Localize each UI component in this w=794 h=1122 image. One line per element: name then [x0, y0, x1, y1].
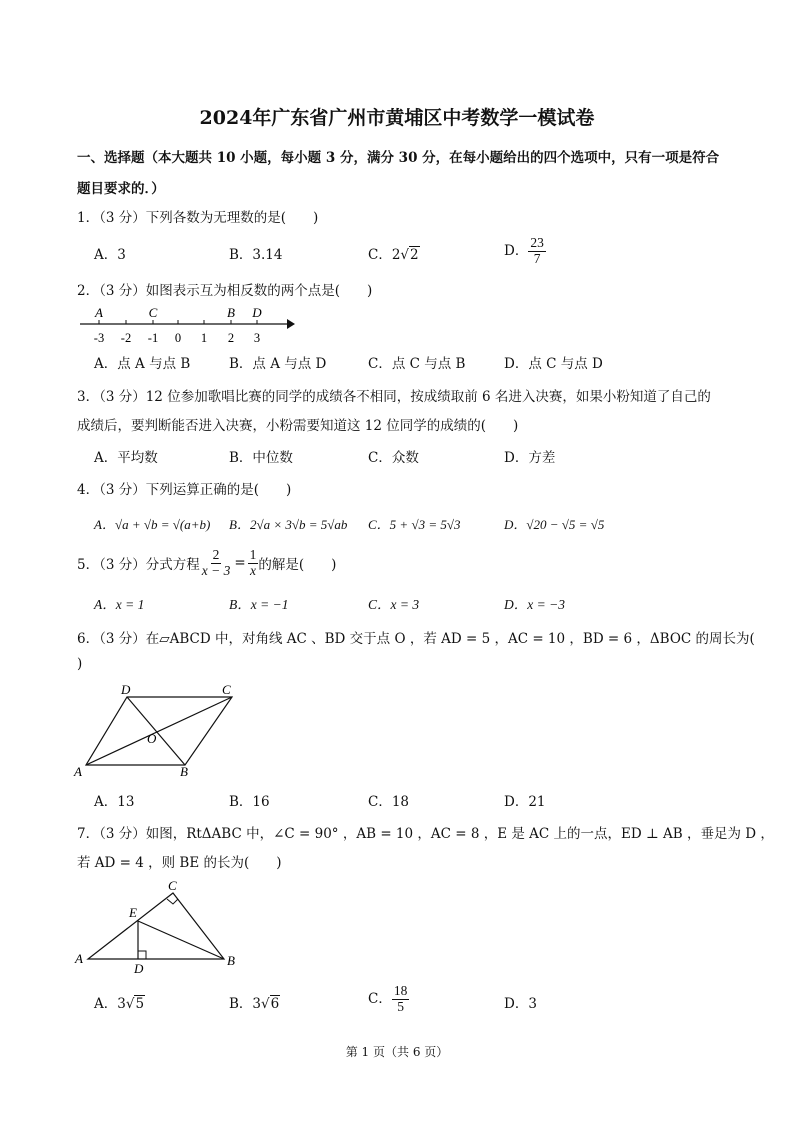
section-header-line2: 题目要求的．） [77, 181, 165, 197]
q1-d-prefix: D． [504, 242, 529, 259]
q6-option-c: C．18 [368, 794, 410, 810]
q5-frac1-den: x − 3 [201, 562, 231, 578]
tick-label: 3 [253, 331, 261, 345]
tick-label: 1 [200, 331, 208, 345]
q2-option-a: A．点 A 与点 B [94, 356, 191, 372]
point-label-b: B [227, 305, 235, 320]
tick-label: -3 [93, 331, 105, 345]
q5-option-d: D．x = −3 [504, 597, 565, 612]
q4-option-c: C．5 + √3 = 5√3 [368, 517, 461, 532]
q1-c-prefix: C．2 [368, 247, 401, 263]
parallelogram-figure [72, 680, 242, 780]
q6-option-b: B．16 [229, 794, 270, 810]
q1-option-b: B．3.14 [229, 247, 283, 263]
q1-d-denominator: 7 [533, 250, 541, 266]
q5-option-b: B．x = −1 [229, 597, 289, 612]
point-label-a: A [95, 305, 103, 320]
q5-frac2-num: 1 [249, 547, 257, 562]
vertex-label-a: A [75, 951, 83, 966]
q2-option-b: B．点 A 与点 D [229, 356, 327, 372]
q3-option-d: D．方差 [504, 450, 556, 466]
q3-stem-line1: 3．（3 分）12 位参加歌唱比赛的同学的成绩各不相同，按成绩取前 6 名进入决赛，如果小粉知道了自己的 [77, 389, 711, 405]
section-header-line1: 一、选择题（本大题共 10 小题，每小题 3 分，满分 30 分，在每小题给出的四个选项中，只有一项是符合 [77, 150, 720, 166]
q6-option-d: D．21 [504, 794, 546, 810]
q7-b-radicand: 6 [270, 996, 280, 1012]
q7-c-numerator: 18 [393, 983, 408, 998]
q3-option-c: C．众数 [368, 450, 419, 466]
q1-option-c: C．2√2 [368, 247, 419, 263]
q1-stem: 1．（3 分）下列各数为无理数的是( ) [77, 210, 319, 226]
q7-option-d: D．3 [504, 996, 537, 1012]
q5-frac2-den: x [250, 562, 257, 578]
q7-c-denominator: 5 [397, 998, 404, 1014]
vertex-label-b: B [227, 953, 235, 968]
q5-stem: 5．（3 分）分式方程 $\frac{2}{x - 3}$ = $\frac{1}{x}$ 的解是( ) [77, 547, 337, 578]
q7-option-b: B．3√6 [229, 996, 280, 1012]
q6-option-a: A．13 [94, 794, 135, 810]
vertex-label-o: O [147, 731, 157, 746]
q7-stem-line2: 若 AD = 4 ，则 BE 的长为( ) [77, 855, 282, 871]
q1-option-d [504, 236, 546, 267]
point-label-c: C [148, 305, 158, 320]
q5-option-c: C．x = 3 [368, 597, 420, 612]
q6-stem-line1: 6．（3 分）在▱ABCD 中，对角线 AC 、BD 交于点 O ，若 AD = 5 ，AC = 10 ，BD = 6 ，ΔBOC 的周长为( [77, 631, 755, 647]
vertex-label-d: D [121, 682, 131, 697]
vertex-label-d: D [134, 961, 144, 976]
q1-d-numerator: 23 [530, 235, 544, 250]
tick-label: -2 [120, 331, 132, 345]
q4-option-b: B．2√a × 3√b = 5√ab [229, 517, 348, 532]
q6-stem-line2: ) [77, 656, 83, 672]
page-title: 2024年广东省广州市黄埔区中考数学一模试卷 [199, 107, 595, 129]
q7-a-prefix: A．3 [94, 996, 126, 1012]
q3-option-a: A．平均数 [94, 450, 158, 466]
tick-label: 0 [174, 331, 182, 345]
q2-stem: 2．（3 分）如图表示互为相反数的两个点是( ) [77, 283, 373, 299]
q4-option-a: A．√a + √b = √(a+b) [94, 517, 211, 532]
right-triangle-figure [72, 876, 247, 976]
q7-a-radicand: 5 [135, 996, 145, 1012]
q2-option-c: C．点 C 与点 B [368, 356, 466, 372]
point-label-d: D [252, 305, 262, 320]
vertex-label-b: B [180, 764, 188, 779]
number-line-figure [75, 304, 300, 348]
vertex-label-c: C [168, 878, 177, 893]
q7-option-c [368, 984, 409, 1015]
page-footer: 第 1 页（共 6 页） [345, 1045, 449, 1059]
q3-stem-line2: 成绩后，要判断能否进入决赛，小粉需要知道这 12 位同学的成绩的( ) [77, 418, 519, 434]
q1-option-a: A．3 [94, 247, 126, 263]
vertex-label-a: A [74, 764, 82, 779]
vertex-label-e: E [129, 905, 137, 920]
tick-label: -1 [147, 331, 159, 345]
q1-c-radicand: 2 [410, 247, 419, 263]
q3-option-b: B．中位数 [229, 450, 293, 466]
vertex-label-c: C [222, 682, 231, 697]
q2-option-d: D．点 C 与点 D [504, 356, 603, 372]
q5-frac1-num: 2 [212, 547, 220, 562]
q5-stem-suffix: 的解是( ) [258, 557, 337, 574]
q7-c-prefix: C． [368, 990, 392, 1007]
q7-option-a: A．3√5 [94, 996, 145, 1012]
q7-stem-line1: 7．（3 分）如图，RtΔABC 中，∠C = 90° ，AB = 10 ，AC = 8 ，E 是 AC 上的一点，ED ⊥ AB ，垂足为 D ， [77, 826, 774, 842]
tick-label: 2 [227, 331, 235, 345]
q5-stem-prefix: 5．（3 分）分式方程 [77, 557, 200, 574]
q4-option-d: D．√20 − √5 = √5 [504, 517, 605, 532]
q4-stem: 4．（3 分）下列运算正确的是( ) [77, 482, 292, 498]
q7-b-prefix: B．3 [229, 996, 262, 1012]
q5-option-a: A．x = 1 [94, 597, 145, 612]
